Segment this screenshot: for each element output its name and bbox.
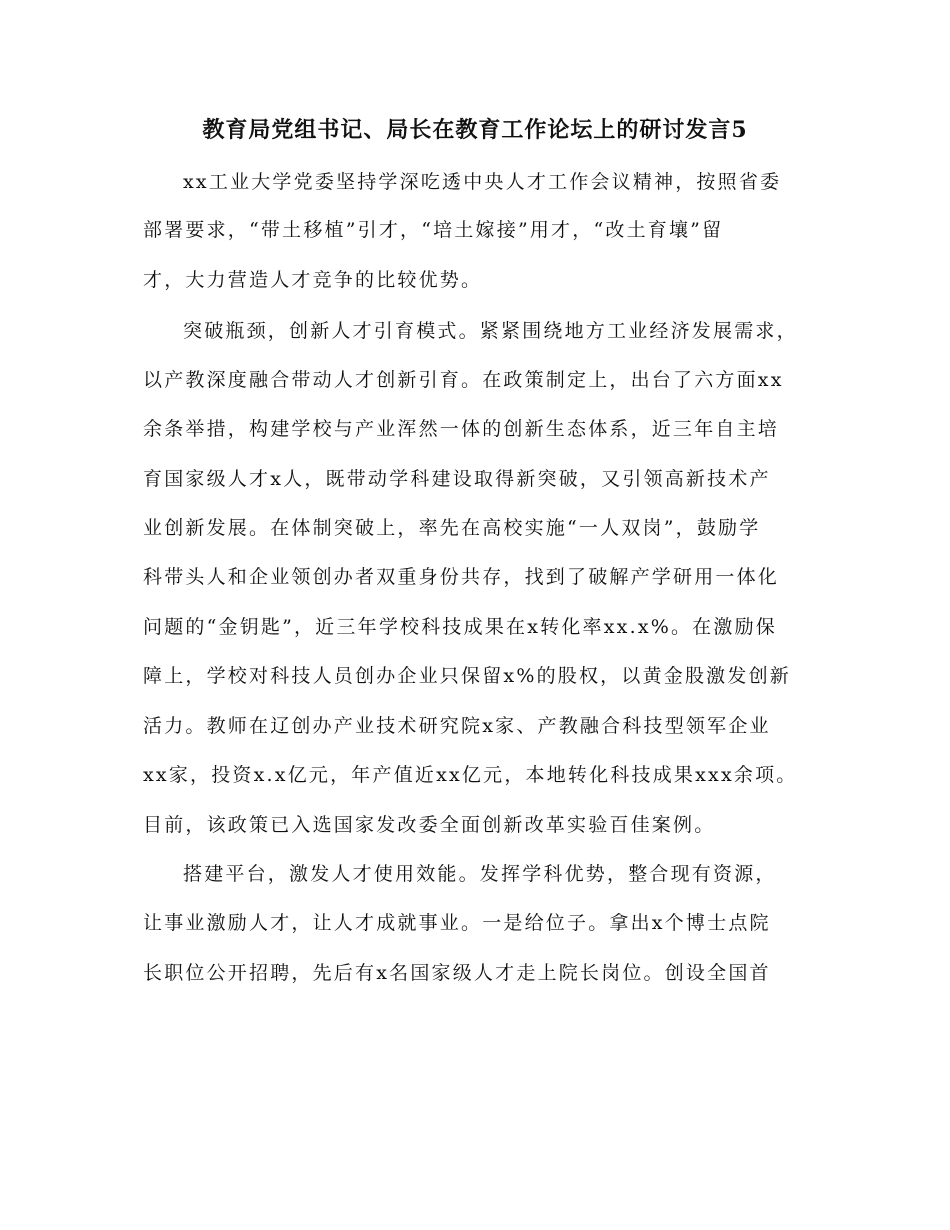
paragraph-3-line-1: 搭建平台，激发人才使用效能。发挥学科优势，整合现有资源， [183,863,777,885]
paragraph-2-line-8: 障上，学校对科技人员创办企业只保留x%的股权，以黄金股激发创新 [143,665,791,687]
paragraph-2-line-4: 育国家级人才x人，既带动学科建设取得新突破，又引领高新技术产 [143,468,771,490]
paragraph-1-line-3: 才，大力营造人才竞争的比较优势。 [143,269,483,291]
paragraph-2-line-5: 业创新发展。在体制突破上，率先在高校实施“一人双岗”，鼓励学 [143,517,761,539]
document-title: 教育局党组书记、局长在教育工作论坛上的研讨发言5 [202,117,748,143]
paragraph-2-line-10: xx家，投资x.x亿元，年产值近xx亿元，本地转化科技成果xxx余项。 [143,764,798,786]
paragraph-1-line-2: 部署要求，“带土移植”引才，“培土嫁接”用才，“改土育壤”留 [143,219,724,241]
paragraph-2-line-11: 目前，该政策已入选国家发改委全面创新改革实验百佳案例。 [143,814,716,836]
paragraph-1-line-1: xx工业大学党委坚持学深吃透中央人才工作会议精神，按照省委 [183,171,782,193]
paragraph-2-line-9: 活力。教师在辽创办产业技术研究院x家、产教融合科技型领军企业 [143,715,771,737]
paragraph-3-line-3: 长职位公开招聘，先后有x名国家级人才走上院长岗位。创设全国首 [143,962,771,984]
paragraph-3-line-2: 让事业激励人才，让人才成就事业。一是给位子。拿出x个博士点院 [143,912,771,934]
paragraph-2-line-1: 突破瓶颈，创新人才引育模式。紧紧围绕地方工业经济发展需求， [183,320,798,342]
paragraph-2-line-3: 余条举措，构建学校与产业浑然一体的创新生态体系，近三年自主培 [143,418,780,440]
paragraph-2-line-7: 问题的“金钥匙”，近三年学校科技成果在x转化率xx.x%。在激励保 [143,616,777,638]
paragraph-2-line-2: 以产教深度融合带动人才创新引育。在政策制定上，出台了六方面xx [143,369,784,391]
paragraph-2-line-6: 科带头人和企业领创办者双重身份共存，找到了破解产学研用一体化 [143,566,780,588]
